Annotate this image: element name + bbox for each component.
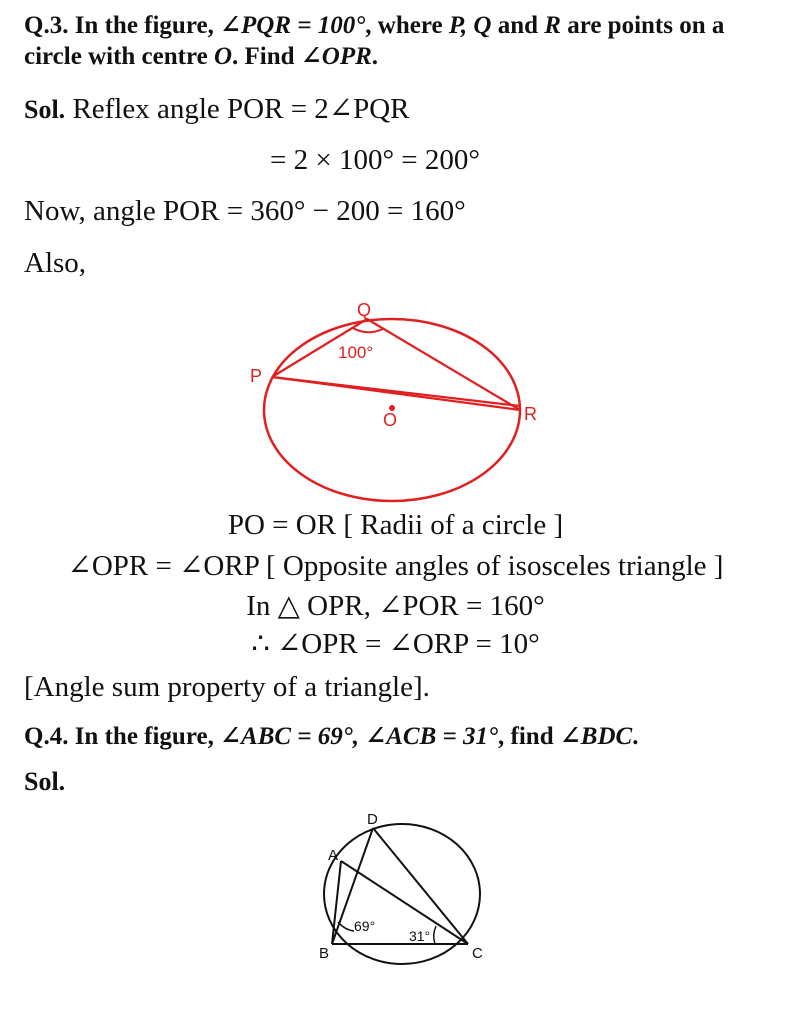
question-4-solution-label: Sol. xyxy=(24,767,66,796)
label-q: Q xyxy=(357,300,372,320)
step-triangle: In △ OPR, ∠POR = 160° xyxy=(246,590,545,622)
question-4-statement: Q.4. In the figure, ∠ABC = 69°, ∠ACB = 31°, find ∠BDC. xyxy=(24,723,639,750)
label-p: P xyxy=(250,366,263,386)
step-radii: PO = OR [ Radii of a circle ] xyxy=(227,509,564,541)
label-b: B xyxy=(319,945,330,962)
angle-arc-b xyxy=(338,922,354,931)
step-angle-sum: [Angle sum property of a triangle]. xyxy=(24,671,430,703)
label-angle-31: 31° xyxy=(409,928,431,944)
label-o: O xyxy=(383,410,398,430)
line-pr xyxy=(272,377,520,406)
solution-line-1: Sol. Reflex angle POR = 2∠PQR xyxy=(24,93,410,125)
question-3-statement: Q.3. In the figure, ∠PQR = 100°, where P, Q and R are points on a circle with centre O. Find ∠OPR. xyxy=(24,12,725,70)
label-angle-100: 100° xyxy=(338,343,374,362)
solution-line-4: Also, xyxy=(24,247,87,279)
angle-arc-c xyxy=(434,926,436,944)
label-c: C xyxy=(472,945,483,962)
label-r: R xyxy=(524,404,537,424)
label-angle-69: 69° xyxy=(354,918,376,934)
angle-arc-q xyxy=(353,328,383,332)
segment-dc xyxy=(373,828,468,944)
solution-line-3: Now, angle POR = 360° − 200 = 160° xyxy=(24,195,466,227)
step-isosceles: ∠OPR = ∠ORP [ Opposite angles of isosceles triangle ] xyxy=(67,550,724,582)
circle-figure-q4 xyxy=(310,808,490,968)
label-d: D xyxy=(367,811,378,828)
solution-line-2: = 2 × 100° = 200° xyxy=(270,144,481,176)
label-a: A xyxy=(328,847,339,864)
question-3-label: Q.3. xyxy=(24,12,69,39)
step-result: ∴ ∠OPR = ∠ORP = 10° xyxy=(251,628,540,660)
solution-label: Sol. xyxy=(24,95,66,124)
circle-figure-q3 xyxy=(245,300,535,505)
question-4-label: Q.4. xyxy=(24,723,69,750)
